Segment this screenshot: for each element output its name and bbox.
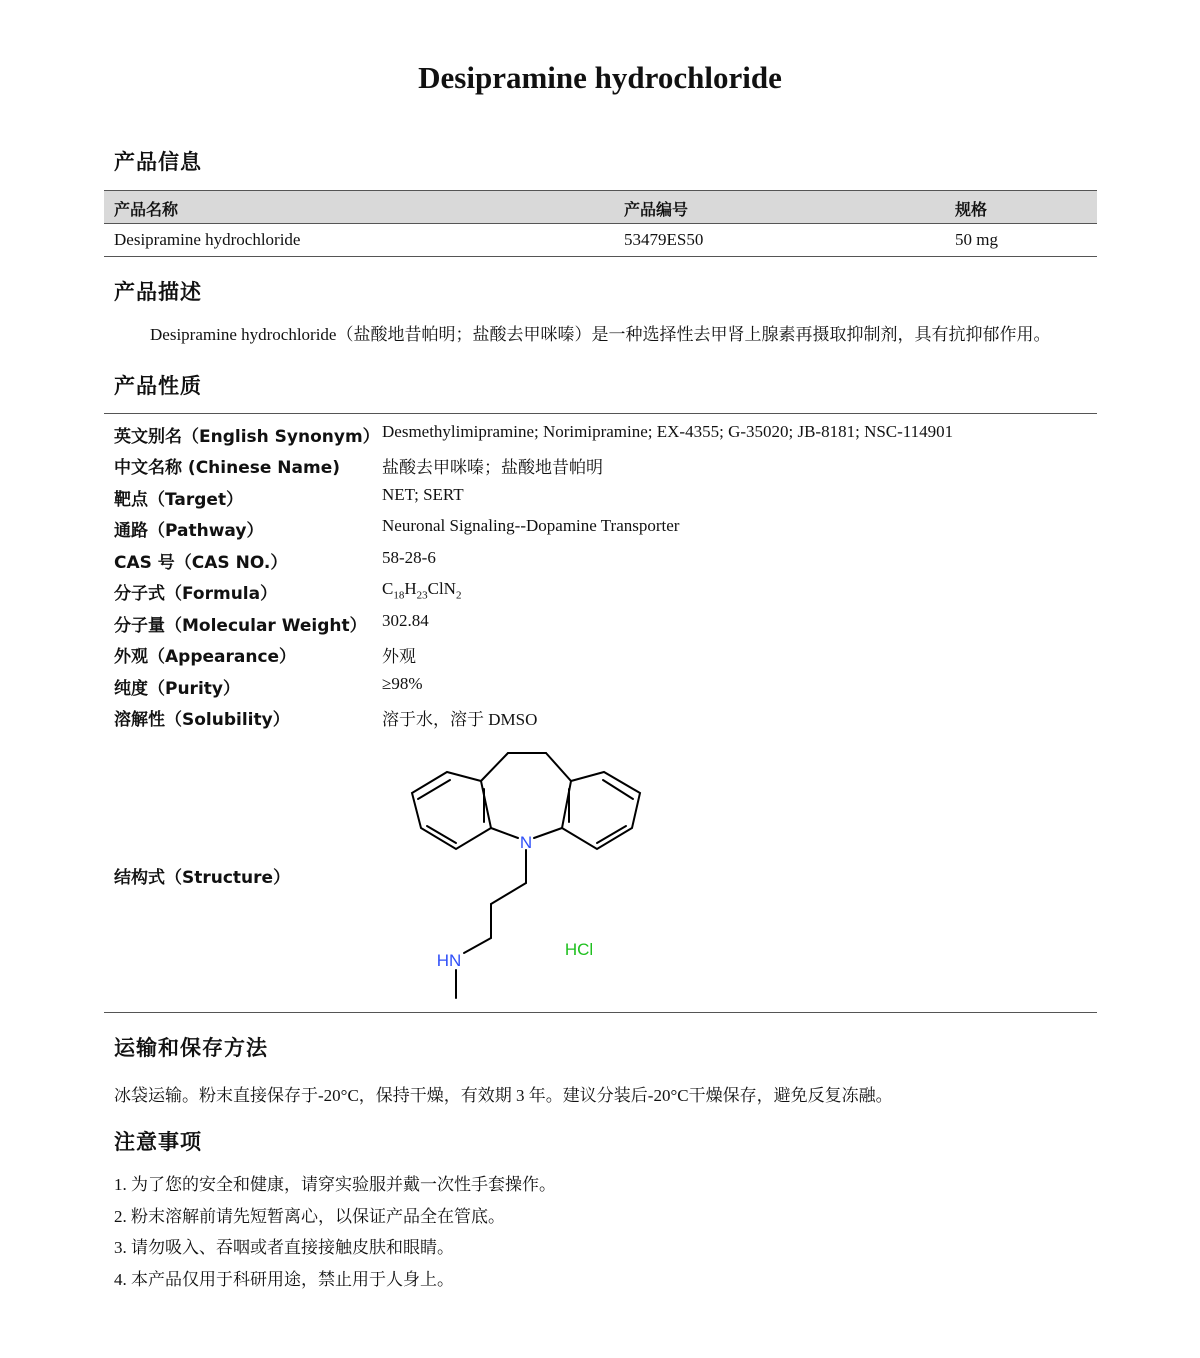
section-heading-notes: 注意事项 [114,1130,202,1154]
property-label: CAS 号（CAS NO.） [114,553,288,573]
property-label: 结构式（Structure） [114,868,291,888]
chemical-structure-diagram [380,740,680,1005]
property-row-cas [104,542,1097,572]
formula-h: H [404,579,417,598]
header-product-number: 产品编号 [624,200,689,219]
table-header-row [104,190,1097,224]
property-value: 溶于水，溶于 DMSO [382,710,538,729]
storage-paragraph: 冰袋运输。粉末直接保存于-20°C，保持干燥，有效期 3 年。建议分装后-20°C干燥保存，避免反复冻融。 [114,1086,893,1105]
header-specification: 规格 [955,200,988,219]
formula-c: C [382,579,394,598]
section-heading-storage: 运输和保存方法 [114,1036,268,1060]
nitrogen-label: N [519,833,533,852]
property-label: 外观（Appearance） [114,647,297,667]
property-value: 外观 [382,647,416,666]
property-label: 溶解性（Solubility） [114,710,290,730]
formula-h-count: 23 [416,589,428,602]
right-benzene-ring [562,772,640,849]
property-row-appearance [104,636,1097,666]
table-row [104,224,1097,257]
formula-n-count: 2 [455,589,462,602]
property-value: 58-28-6 [382,548,436,567]
property-label: 纯度（Purity） [114,679,240,699]
property-row-molecular-weight [104,605,1097,635]
cell-product-number: 53479ES50 [624,230,704,249]
list-item: 1. 为了您的安全和健康，请穿实验服并戴一次性手套操作。 [114,1175,556,1194]
property-value: ≥98% [382,674,423,693]
bridge-bond [546,753,571,781]
property-label: 通路（Pathway） [114,521,264,541]
description-paragraph: Desipramine hydrochloride（盐酸地昔帕明；盐酸去甲咪嗪）是一种选择性去甲肾上腺素再摄取抑制剂，具有抗抑郁作用。 [150,325,1051,344]
property-row-pathway [104,510,1097,540]
list-item: 2. 粉末溶解前请先短暂离心，以保证产品全在管底。 [114,1206,505,1226]
header-product-name: 产品名称 [114,200,179,219]
properties-bottom-rule [104,1012,1097,1013]
property-value: NET; SERT [382,485,464,504]
property-label: 中文名称 (Chinese Name) [114,458,341,478]
left-ring-double-bond [418,780,450,799]
property-row-chinese-name [104,447,1097,477]
left-benzene-ring [412,772,491,849]
property-value: 302.84 [382,611,429,630]
page-title: Desipramine hydrochloride [418,60,782,95]
list-item: 3. 请勿吸入、吞咽或者直接接触皮肤和眼睛。 [114,1238,454,1257]
section-heading-description: 产品描述 [114,280,202,304]
formula-value [382,579,461,601]
section-heading-info: 产品信息 [114,150,202,174]
property-row-formula [104,573,1097,603]
properties-top-rule [104,413,1097,414]
property-value: Neuronal Signaling--Dopamine Transporter [382,516,680,535]
property-row-target [104,479,1097,509]
right-ring-double-bond [603,780,633,799]
property-row-purity [104,668,1097,698]
ring-to-nitrogen-bond [491,828,518,838]
property-value: 盐酸去甲咪嗪；盐酸地昔帕明 [382,458,603,477]
property-row-solubility [104,699,1097,729]
amine-label: HN [436,951,462,970]
property-label: 靶点（Target） [114,490,244,510]
property-label: 英文别名（English Synonym） [114,427,380,447]
list-item: 4. 本产品仅用于科研用途，禁止用于人身上。 [114,1269,454,1289]
cell-product-name: Desipramine hydrochloride [114,230,301,249]
cell-specification: 50 mg [955,230,998,249]
chain-bond [464,938,491,953]
property-label: 分子式（Formula） [114,584,278,604]
salt-label: HCl [564,940,594,959]
ring-to-nitrogen-bond [534,828,562,838]
product-info-table [104,190,1097,257]
chain-bond [491,883,526,904]
property-value: Desmethylimipramine; Norimipramine; EX-4355; G-35020; JB-8181; NSC-114901 [382,422,954,441]
bridge-bond [481,753,508,781]
section-heading-properties: 产品性质 [114,374,202,398]
formula-c-count: 18 [393,589,405,602]
formula-cln: ClN [427,579,456,598]
property-row-synonym [104,416,1097,446]
property-label: 分子量（Molecular Weight） [114,616,367,636]
notes-list [114,1174,556,1300]
